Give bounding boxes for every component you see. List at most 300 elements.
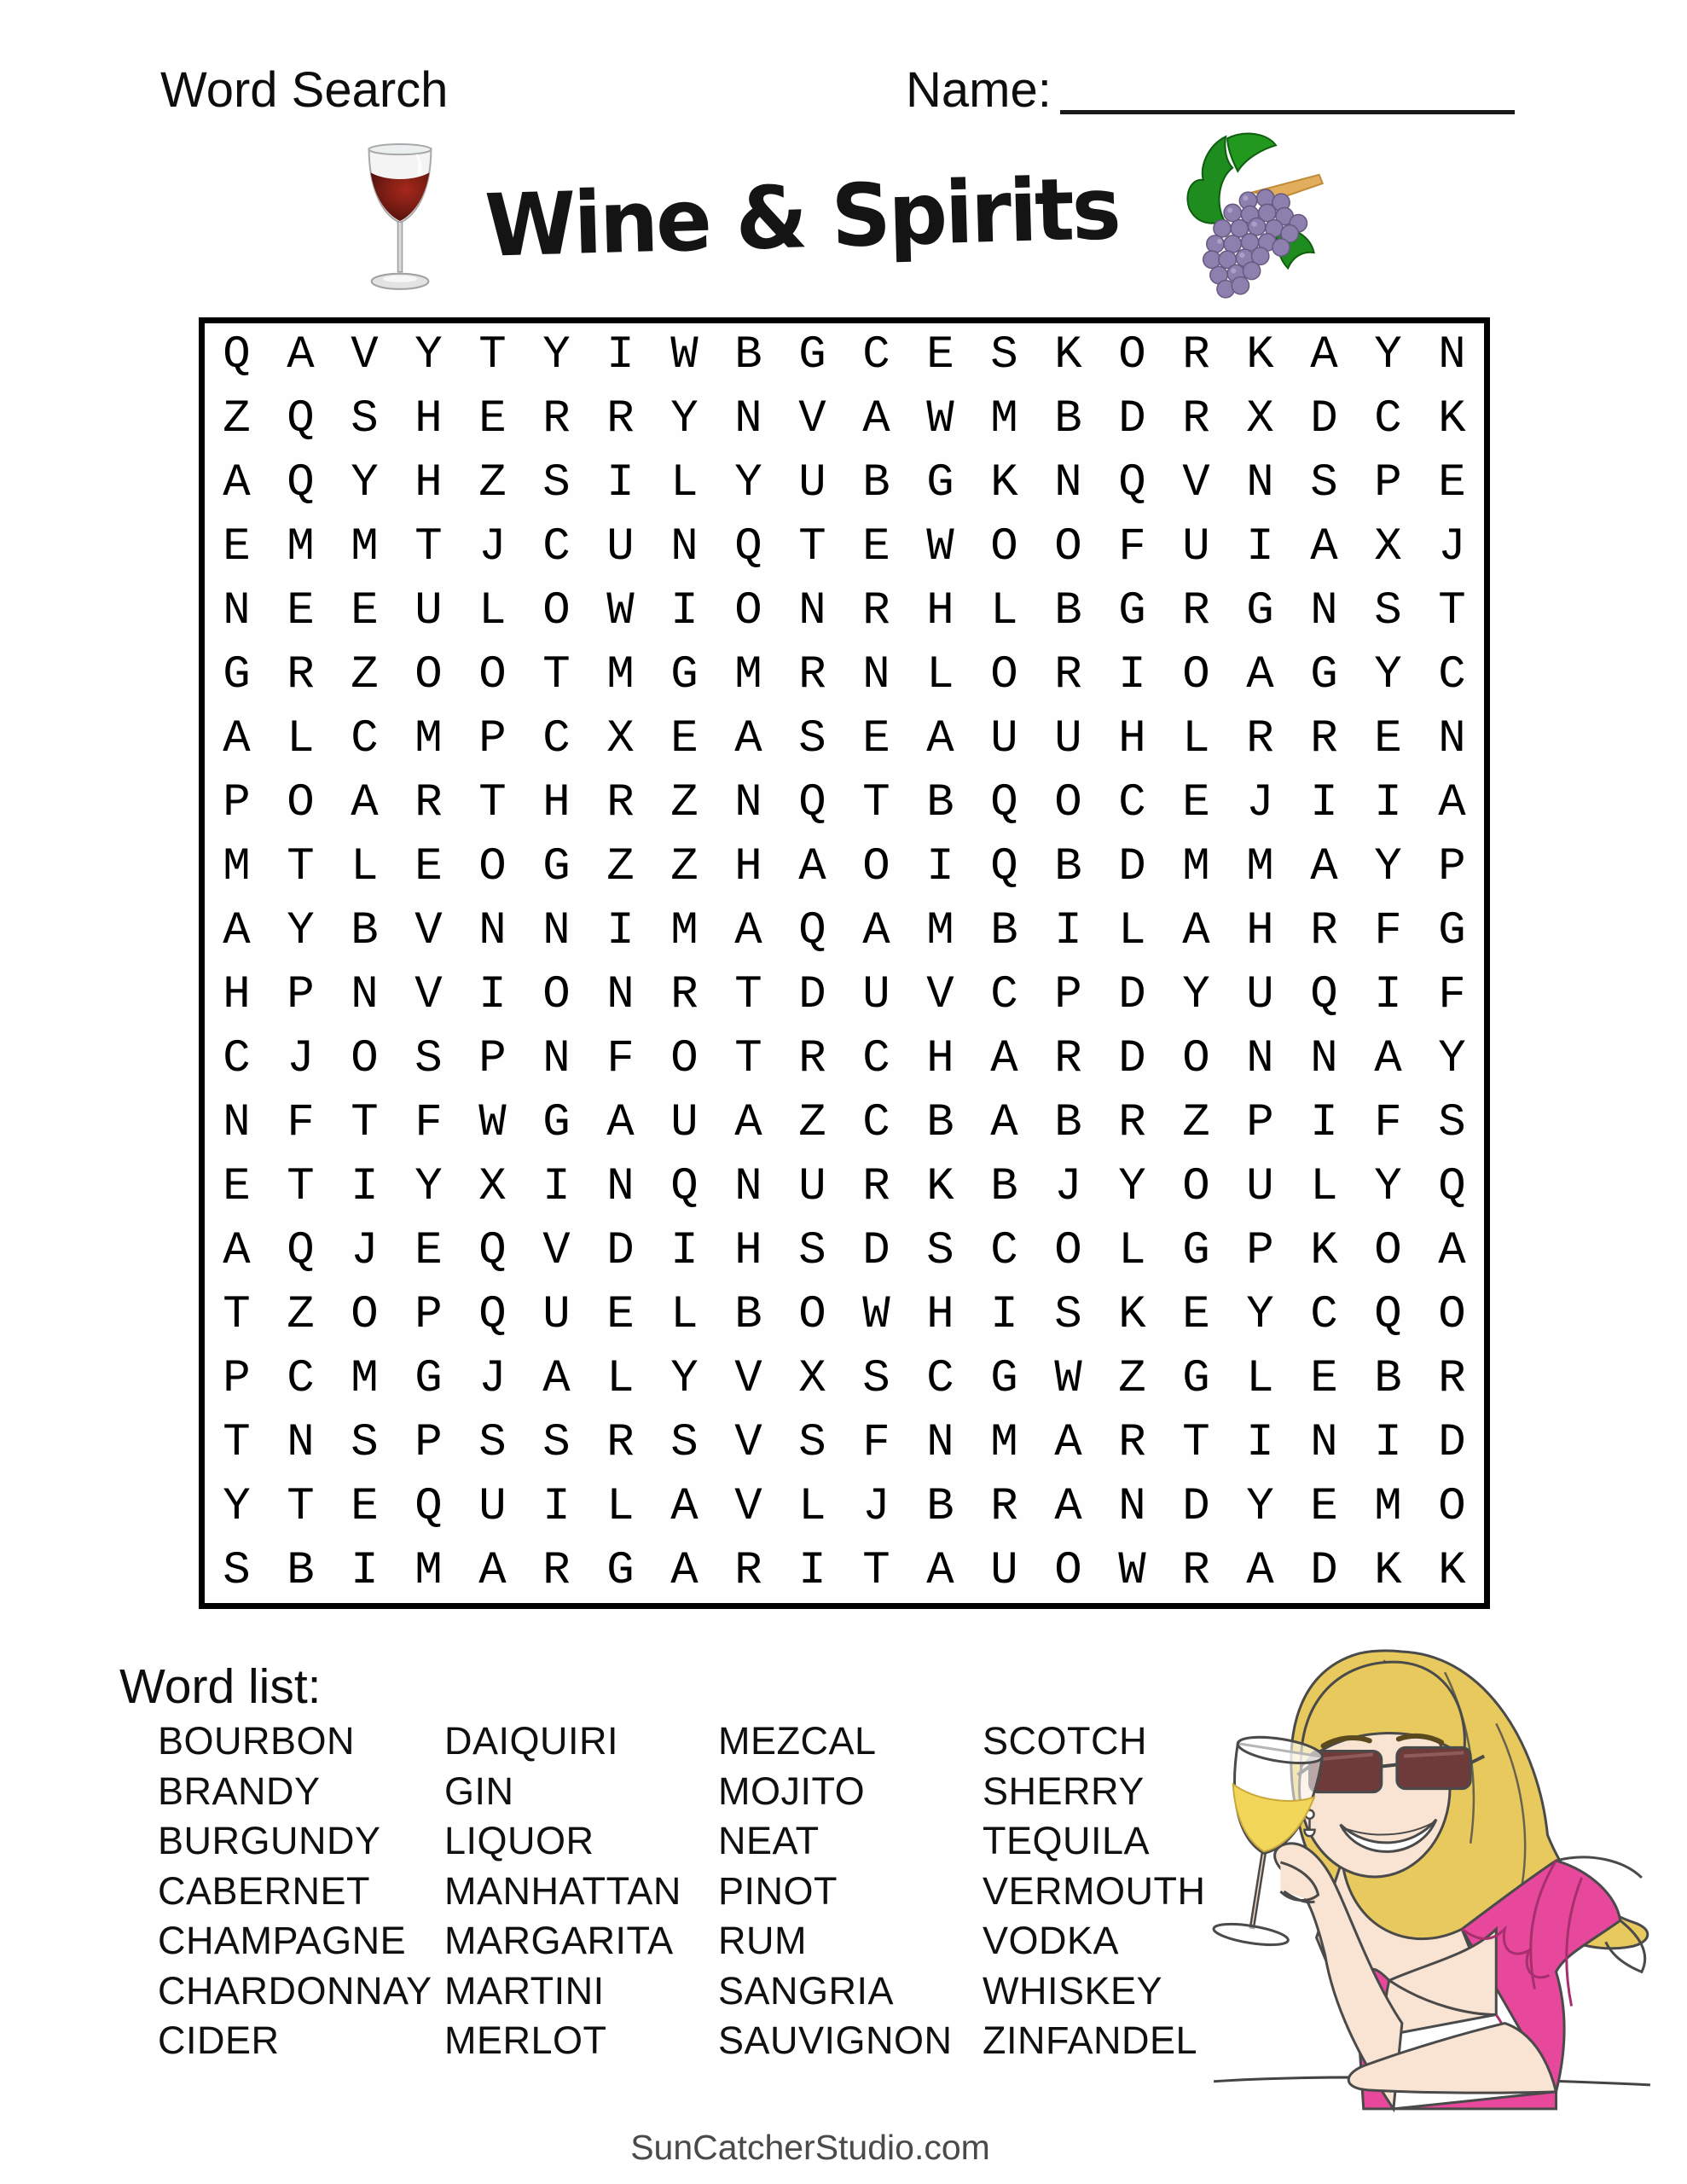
letter-cell[interactable]: Y [1374, 1161, 1402, 1213]
letter-cell[interactable]: K [926, 1161, 954, 1213]
letter-cell[interactable]: A [1310, 521, 1338, 573]
letter-cell[interactable]: A [1246, 649, 1274, 701]
letter-cell[interactable]: Q [478, 1289, 507, 1341]
letter-cell[interactable]: R [1118, 1417, 1146, 1469]
letter-cell[interactable]: S [798, 1225, 826, 1277]
letter-cell[interactable]: D [1438, 1417, 1466, 1469]
letter-cell[interactable]: R [1438, 1353, 1466, 1405]
letter-cell[interactable]: E [606, 1289, 635, 1341]
letter-cell[interactable]: Y [287, 905, 315, 957]
letter-cell[interactable]: Z [606, 841, 635, 893]
letter-cell[interactable]: G [670, 649, 699, 701]
letter-cell[interactable]: A [478, 1545, 507, 1597]
letter-cell[interactable]: E [351, 585, 379, 637]
letter-cell[interactable]: J [287, 1033, 315, 1085]
letter-cell[interactable]: N [1054, 457, 1082, 509]
letter-cell[interactable]: O [1054, 1545, 1082, 1597]
letter-cell[interactable]: I [1246, 521, 1274, 573]
letter-cell[interactable]: V [351, 329, 379, 381]
letter-cell[interactable]: A [734, 713, 762, 765]
letter-cell[interactable]: O [1118, 329, 1146, 381]
letter-cell[interactable]: I [670, 585, 699, 637]
letter-cell[interactable]: O [1054, 1225, 1082, 1277]
letter-cell[interactable]: A [351, 777, 379, 829]
letter-cell[interactable]: R [542, 393, 571, 445]
letter-cell[interactable]: E [1182, 1289, 1210, 1341]
letter-cell[interactable]: O [798, 1289, 826, 1341]
letter-cell[interactable]: R [606, 1417, 635, 1469]
letter-cell[interactable]: S [542, 1417, 571, 1469]
letter-cell[interactable]: Q [1118, 457, 1146, 509]
letter-cell[interactable]: N [734, 393, 762, 445]
letter-cell[interactable]: A [990, 1033, 1018, 1085]
letter-cell[interactable]: M [287, 521, 315, 573]
letter-cell[interactable]: U [990, 1545, 1018, 1597]
letter-cell[interactable]: U [1182, 521, 1210, 573]
letter-cell[interactable]: P [478, 1033, 507, 1085]
letter-cell[interactable]: L [798, 1481, 826, 1533]
letter-cell[interactable]: Y [1438, 1033, 1466, 1085]
letter-cell[interactable]: Y [415, 329, 443, 381]
letter-cell[interactable]: V [734, 1417, 762, 1469]
letter-cell[interactable]: S [670, 1417, 699, 1469]
letter-cell[interactable]: E [1310, 1481, 1338, 1533]
letter-cell[interactable]: Y [670, 1353, 699, 1405]
letter-cell[interactable]: P [1246, 1225, 1274, 1277]
letter-cell[interactable]: D [862, 1225, 890, 1277]
letter-cell[interactable]: S [1374, 585, 1402, 637]
letter-cell[interactable]: R [1310, 713, 1338, 765]
letter-cell[interactable]: N [734, 777, 762, 829]
letter-cell[interactable]: T [415, 521, 443, 573]
letter-cell[interactable]: E [1310, 1353, 1338, 1405]
letter-cell[interactable]: O [1374, 1225, 1402, 1277]
letter-cell[interactable]: T [734, 969, 762, 1021]
letter-cell[interactable]: A [670, 1481, 699, 1533]
letter-cell[interactable]: H [415, 457, 443, 509]
letter-cell[interactable]: O [1182, 1033, 1210, 1085]
letter-cell[interactable]: F [606, 1033, 635, 1085]
letter-cell[interactable]: O [990, 521, 1018, 573]
letter-cell[interactable]: R [1182, 1545, 1210, 1597]
letter-cell[interactable]: N [862, 649, 890, 701]
letter-cell[interactable]: H [542, 777, 571, 829]
letter-cell[interactable]: A [734, 905, 762, 957]
letter-cell[interactable]: T [734, 1033, 762, 1085]
letter-cell[interactable]: E [670, 713, 699, 765]
letter-cell[interactable]: S [351, 393, 379, 445]
letter-cell[interactable]: S [1310, 457, 1338, 509]
letter-cell[interactable]: J [1438, 521, 1466, 573]
letter-cell[interactable]: A [670, 1545, 699, 1597]
letter-cell[interactable]: W [1118, 1545, 1146, 1597]
letter-cell[interactable]: A [223, 713, 251, 765]
letter-cell[interactable]: M [351, 521, 379, 573]
letter-cell[interactable]: Z [670, 841, 699, 893]
letter-cell[interactable]: A [862, 905, 890, 957]
letter-cell[interactable]: P [1246, 1097, 1274, 1149]
letter-cell[interactable]: K [1246, 329, 1274, 381]
letter-cell[interactable]: I [990, 1289, 1018, 1341]
letter-cell[interactable]: A [606, 1097, 635, 1149]
letter-cell[interactable]: I [1374, 969, 1402, 1021]
letter-cell[interactable]: G [606, 1545, 635, 1597]
letter-cell[interactable]: I [1054, 905, 1082, 957]
letter-cell[interactable]: C [1118, 777, 1146, 829]
letter-cell[interactable]: K [1310, 1225, 1338, 1277]
letter-cell[interactable]: R [798, 1033, 826, 1085]
letter-cell[interactable]: G [926, 457, 954, 509]
letter-cell[interactable]: A [990, 1097, 1018, 1149]
letter-cell[interactable]: N [1438, 329, 1466, 381]
letter-cell[interactable]: R [1118, 1097, 1146, 1149]
letter-cell[interactable]: B [926, 1481, 954, 1533]
letter-cell[interactable]: U [606, 521, 635, 573]
letter-cell[interactable]: O [478, 841, 507, 893]
letter-cell[interactable]: K [1374, 1545, 1402, 1597]
letter-cell[interactable]: O [862, 841, 890, 893]
letter-cell[interactable]: C [862, 329, 890, 381]
letter-cell[interactable]: T [287, 1161, 315, 1213]
letter-cell[interactable]: W [478, 1097, 507, 1149]
letter-cell[interactable]: D [1310, 1545, 1338, 1597]
letter-cell[interactable]: E [287, 585, 315, 637]
letter-cell[interactable]: D [1118, 841, 1146, 893]
letter-cell[interactable]: N [1310, 1033, 1338, 1085]
letter-cell[interactable]: H [1246, 905, 1274, 957]
letter-cell[interactable]: Y [542, 329, 571, 381]
letter-cell[interactable]: A [1054, 1417, 1082, 1469]
letter-cell[interactable]: J [351, 1225, 379, 1277]
letter-cell[interactable]: S [798, 713, 826, 765]
letter-cell[interactable]: S [926, 1225, 954, 1277]
letter-cell[interactable]: W [926, 393, 954, 445]
letter-cell[interactable]: U [798, 457, 826, 509]
letter-cell[interactable]: S [351, 1417, 379, 1469]
letter-cell[interactable]: C [862, 1097, 890, 1149]
letter-cell[interactable]: F [1374, 1097, 1402, 1149]
letter-cell[interactable]: I [606, 329, 635, 381]
letter-cell[interactable]: O [1182, 1161, 1210, 1213]
letter-cell[interactable]: N [798, 585, 826, 637]
letter-cell[interactable]: A [1054, 1481, 1082, 1533]
letter-cell[interactable]: Z [478, 457, 507, 509]
letter-cell[interactable]: R [606, 393, 635, 445]
letter-cell[interactable]: A [223, 1225, 251, 1277]
letter-cell[interactable]: M [415, 1545, 443, 1597]
letter-cell[interactable]: N [1246, 1033, 1274, 1085]
letter-cell[interactable]: B [287, 1545, 315, 1597]
letter-cell[interactable]: I [478, 969, 507, 1021]
letter-cell[interactable]: W [670, 329, 699, 381]
letter-cell[interactable]: R [862, 1161, 890, 1213]
letter-cell[interactable]: V [415, 969, 443, 1021]
letter-cell[interactable]: Y [670, 393, 699, 445]
letter-cell[interactable]: R [1182, 393, 1210, 445]
letter-cell[interactable]: U [1246, 1161, 1274, 1213]
letter-cell[interactable]: A [1246, 1545, 1274, 1597]
letter-cell[interactable]: Y [1374, 649, 1402, 701]
letter-cell[interactable]: A [1374, 1033, 1402, 1085]
letter-cell[interactable]: R [670, 969, 699, 1021]
letter-cell[interactable]: A [734, 1097, 762, 1149]
letter-cell[interactable]: D [1118, 393, 1146, 445]
letter-cell[interactable]: S [990, 329, 1018, 381]
letter-cell[interactable]: M [670, 905, 699, 957]
letter-cell[interactable]: I [606, 457, 635, 509]
letter-cell[interactable]: N [223, 1097, 251, 1149]
letter-cell[interactable]: W [606, 585, 635, 637]
letter-cell[interactable]: B [926, 777, 954, 829]
letter-cell[interactable]: U [670, 1097, 699, 1149]
letter-cell[interactable]: M [990, 1417, 1018, 1469]
letter-cell[interactable]: I [1310, 1097, 1338, 1149]
letter-cell[interactable]: N [287, 1417, 315, 1469]
letter-cell[interactable]: A [1438, 777, 1466, 829]
letter-cell[interactable]: C [926, 1353, 954, 1405]
letter-cell[interactable]: F [1438, 969, 1466, 1021]
letter-cell[interactable]: K [1118, 1289, 1146, 1341]
letter-cell[interactable]: L [606, 1481, 635, 1533]
letter-cell[interactable]: Z [287, 1289, 315, 1341]
letter-cell[interactable]: G [542, 1097, 571, 1149]
letter-cell[interactable]: I [670, 1225, 699, 1277]
letter-cell[interactable]: T [287, 1481, 315, 1533]
letter-cell[interactable]: E [478, 393, 507, 445]
letter-cell[interactable]: Y [1182, 969, 1210, 1021]
letter-cell[interactable]: V [734, 1353, 762, 1405]
letter-cell[interactable]: Y [1374, 329, 1402, 381]
letter-cell[interactable]: Z [798, 1097, 826, 1149]
letter-cell[interactable]: E [862, 521, 890, 573]
letter-cell[interactable]: A [542, 1353, 571, 1405]
letter-cell[interactable]: M [1182, 841, 1210, 893]
letter-cell[interactable]: Z [351, 649, 379, 701]
letter-cell[interactable]: T [1438, 585, 1466, 637]
letter-cell[interactable]: I [1374, 777, 1402, 829]
letter-cell[interactable]: T [862, 777, 890, 829]
letter-cell[interactable]: C [1438, 649, 1466, 701]
letter-cell[interactable]: N [606, 969, 635, 1021]
letter-cell[interactable]: R [1182, 329, 1210, 381]
letter-cell[interactable]: I [542, 1161, 571, 1213]
letter-cell[interactable]: A [798, 841, 826, 893]
letter-cell[interactable]: O [415, 649, 443, 701]
letter-cell[interactable]: R [1054, 1033, 1082, 1085]
letter-cell[interactable]: P [1054, 969, 1082, 1021]
letter-cell[interactable]: O [1182, 649, 1210, 701]
letter-cell[interactable]: O [1054, 777, 1082, 829]
letter-cell[interactable]: N [1310, 585, 1338, 637]
letter-cell[interactable]: Y [351, 457, 379, 509]
letter-cell[interactable]: Y [1246, 1481, 1274, 1533]
letter-cell[interactable]: S [1054, 1289, 1082, 1341]
letter-cell[interactable]: V [542, 1225, 571, 1277]
letter-cell[interactable]: N [1438, 713, 1466, 765]
letter-cell[interactable]: L [926, 649, 954, 701]
letter-cell[interactable]: G [223, 649, 251, 701]
letter-cell[interactable]: X [798, 1353, 826, 1405]
letter-cell[interactable]: I [926, 841, 954, 893]
letter-cell[interactable]: G [798, 329, 826, 381]
letter-cell[interactable]: Y [734, 457, 762, 509]
letter-cell[interactable]: D [1118, 969, 1146, 1021]
letter-cell[interactable]: S [1438, 1097, 1466, 1149]
letter-cell[interactable]: V [734, 1481, 762, 1533]
letter-cell[interactable]: H [1118, 713, 1146, 765]
letter-cell[interactable]: D [798, 969, 826, 1021]
letter-cell[interactable]: T [542, 649, 571, 701]
letter-cell[interactable]: B [1054, 393, 1082, 445]
letter-cell[interactable]: U [862, 969, 890, 1021]
letter-cell[interactable]: I [1310, 777, 1338, 829]
letter-cell[interactable]: P [287, 969, 315, 1021]
letter-cell[interactable]: U [478, 1481, 507, 1533]
letter-cell[interactable]: K [990, 457, 1018, 509]
letter-cell[interactable]: T [478, 777, 507, 829]
letter-cell[interactable]: D [1118, 1033, 1146, 1085]
letter-cell[interactable]: Q [990, 841, 1018, 893]
letter-cell[interactable]: T [862, 1545, 890, 1597]
letter-cell[interactable]: N [670, 521, 699, 573]
letter-cell[interactable]: A [926, 1545, 954, 1597]
letter-cell[interactable]: Q [798, 777, 826, 829]
letter-cell[interactable]: I [351, 1161, 379, 1213]
letter-cell[interactable]: U [415, 585, 443, 637]
letter-cell[interactable]: Q [1310, 969, 1338, 1021]
letter-cell[interactable]: M [415, 713, 443, 765]
letter-cell[interactable]: N [542, 905, 571, 957]
letter-cell[interactable]: O [1438, 1481, 1466, 1533]
letter-cell[interactable]: L [1182, 713, 1210, 765]
letter-cell[interactable]: A [862, 393, 890, 445]
letter-cell[interactable]: N [1310, 1417, 1338, 1469]
letter-cell[interactable]: R [1054, 649, 1082, 701]
letter-cell[interactable]: U [798, 1161, 826, 1213]
letter-cell[interactable]: B [1054, 841, 1082, 893]
letter-cell[interactable]: A [1438, 1225, 1466, 1277]
letter-cell[interactable]: Q [223, 329, 251, 381]
letter-cell[interactable]: O [670, 1033, 699, 1085]
letter-cell[interactable]: O [287, 777, 315, 829]
letter-cell[interactable]: M [926, 905, 954, 957]
letter-cell[interactable]: K [1438, 1545, 1466, 1597]
letter-cell[interactable]: C [287, 1353, 315, 1405]
letter-cell[interactable]: R [542, 1545, 571, 1597]
letter-cell[interactable]: X [1246, 393, 1274, 445]
letter-cell[interactable]: L [606, 1353, 635, 1405]
letter-cell[interactable]: Z [223, 393, 251, 445]
letter-cell[interactable]: A [287, 329, 315, 381]
letter-cell[interactable]: Z [670, 777, 699, 829]
letter-cell[interactable]: S [542, 457, 571, 509]
letter-cell[interactable]: P [478, 713, 507, 765]
letter-cell[interactable]: O [478, 649, 507, 701]
letter-cell[interactable]: O [1438, 1289, 1466, 1341]
letter-cell[interactable]: K [1438, 393, 1466, 445]
letter-cell[interactable]: Z [1118, 1353, 1146, 1405]
letter-cell[interactable]: W [926, 521, 954, 573]
letter-cell[interactable]: X [1374, 521, 1402, 573]
letter-cell[interactable]: Q [287, 393, 315, 445]
letter-cell[interactable]: Z [1182, 1097, 1210, 1149]
letter-cell[interactable]: Q [1374, 1289, 1402, 1341]
letter-cell[interactable]: Q [415, 1481, 443, 1533]
letter-cell[interactable]: P [1438, 841, 1466, 893]
letter-cell[interactable]: A [223, 457, 251, 509]
letter-cell[interactable]: C [223, 1033, 251, 1085]
letter-cell[interactable]: B [734, 1289, 762, 1341]
letter-cell[interactable]: Q [734, 521, 762, 573]
letter-cell[interactable]: R [606, 777, 635, 829]
letter-cell[interactable]: O [1054, 521, 1082, 573]
letter-cell[interactable]: Q [287, 457, 315, 509]
name-input-line[interactable] [1060, 110, 1515, 114]
letter-cell[interactable]: G [1182, 1353, 1210, 1405]
letter-cell[interactable]: M [990, 393, 1018, 445]
letter-cell[interactable]: C [862, 1033, 890, 1085]
letter-cell[interactable]: R [734, 1545, 762, 1597]
letter-cell[interactable]: P [415, 1417, 443, 1469]
letter-cell[interactable]: Y [415, 1161, 443, 1213]
letter-cell[interactable]: B [926, 1097, 954, 1149]
letter-cell[interactable]: R [1246, 713, 1274, 765]
letter-cell[interactable]: T [478, 329, 507, 381]
letter-cell[interactable]: I [351, 1545, 379, 1597]
letter-cell[interactable]: D [606, 1225, 635, 1277]
letter-cell[interactable]: V [1182, 457, 1210, 509]
letter-cell[interactable]: O [351, 1289, 379, 1341]
letter-cell[interactable]: C [1374, 393, 1402, 445]
letter-cell[interactable]: A [1310, 329, 1338, 381]
letter-cell[interactable]: S [223, 1545, 251, 1597]
letter-cell[interactable]: R [798, 649, 826, 701]
letter-cell[interactable]: T [1182, 1417, 1210, 1469]
letter-cell[interactable]: G [1118, 585, 1146, 637]
letter-cell[interactable]: V [415, 905, 443, 957]
letter-cell[interactable]: I [1246, 1417, 1274, 1469]
letter-cell[interactable]: O [542, 969, 571, 1021]
letter-cell[interactable]: F [287, 1097, 315, 1149]
letter-cell[interactable]: M [223, 841, 251, 893]
letter-cell[interactable]: C [990, 1225, 1018, 1277]
letter-cell[interactable]: V [926, 969, 954, 1021]
letter-cell[interactable]: F [1374, 905, 1402, 957]
letter-cell[interactable]: G [542, 841, 571, 893]
letter-cell[interactable]: Y [1246, 1289, 1274, 1341]
letter-cell[interactable]: N [926, 1417, 954, 1469]
letter-cell[interactable]: L [1246, 1353, 1274, 1405]
letter-cell[interactable]: N [351, 969, 379, 1021]
letter-cell[interactable]: E [862, 713, 890, 765]
letter-cell[interactable]: I [606, 905, 635, 957]
letter-cell[interactable]: L [1118, 905, 1146, 957]
letter-cell[interactable]: H [926, 585, 954, 637]
letter-cell[interactable]: E [926, 329, 954, 381]
letter-cell[interactable]: L [1310, 1161, 1338, 1213]
letter-cell[interactable]: H [926, 1033, 954, 1085]
letter-cell[interactable]: L [351, 841, 379, 893]
letter-cell[interactable]: N [1246, 457, 1274, 509]
letter-cell[interactable]: D [1310, 393, 1338, 445]
letter-cell[interactable]: G [1310, 649, 1338, 701]
letter-cell[interactable]: Y [223, 1481, 251, 1533]
letter-cell[interactable]: N [542, 1033, 571, 1085]
letter-cell[interactable]: L [287, 713, 315, 765]
letter-cell[interactable]: N [1118, 1481, 1146, 1533]
letter-cell[interactable]: A [1310, 841, 1338, 893]
letter-cell[interactable]: K [1054, 329, 1082, 381]
